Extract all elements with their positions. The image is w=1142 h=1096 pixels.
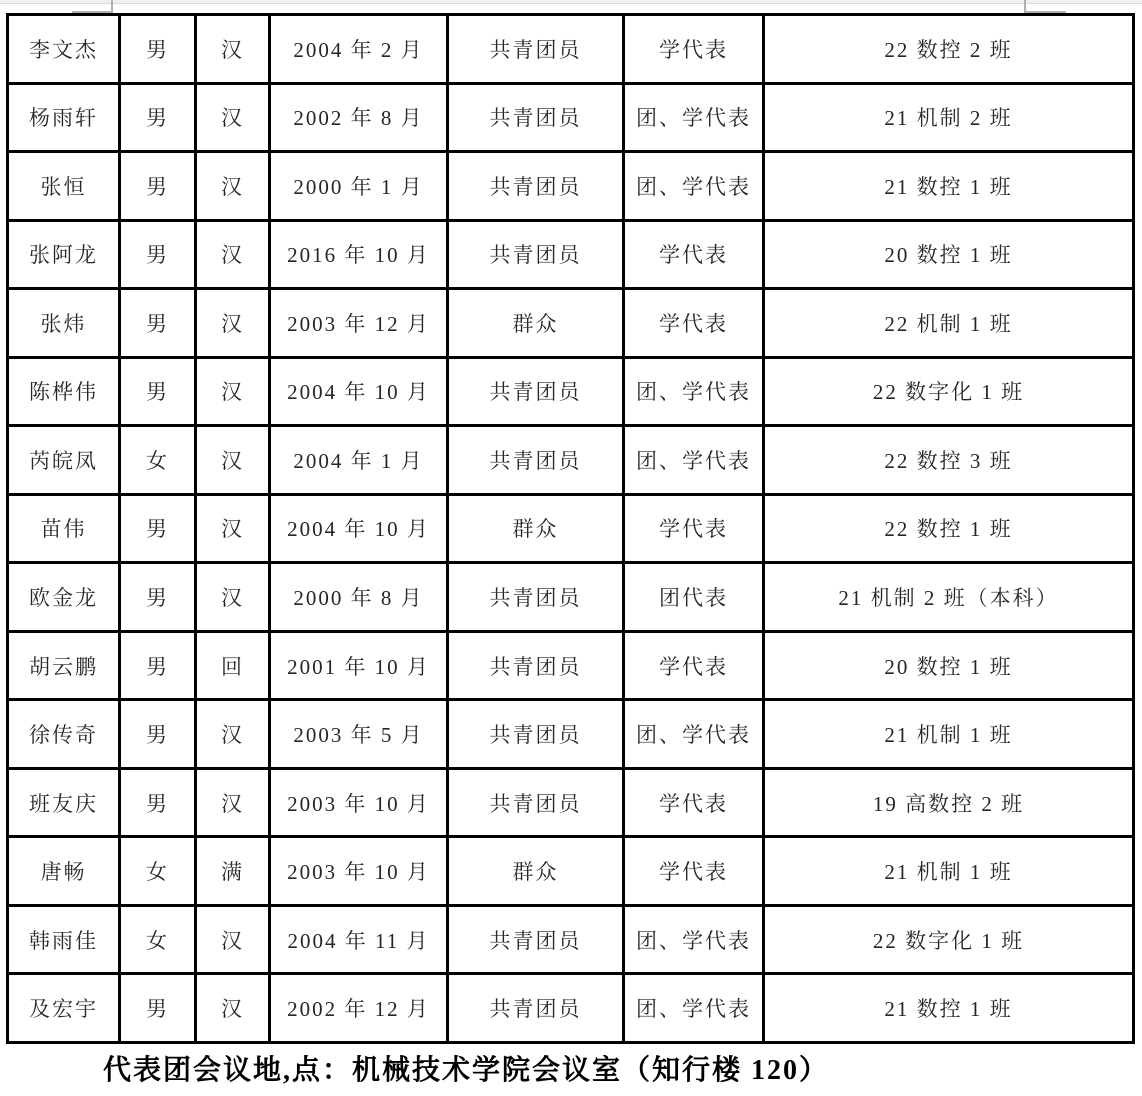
cell-delegate-type: 团、学代表 (624, 357, 764, 426)
cell-class: 20 数控 1 班 (764, 220, 1134, 289)
meeting-location-note: 代表团会议地,点：机械技术学院会议室（知行楼 120） (103, 1055, 830, 1086)
cell-delegate-type: 学代表 (624, 15, 764, 84)
cell-gender: 男 (120, 494, 196, 563)
cell-birth-date: 2004 年 10 月 (270, 357, 448, 426)
cell-birth-date: 2003 年 10 月 (270, 837, 448, 906)
cell-political-status: 共青团员 (448, 974, 624, 1043)
cell-delegate-type: 团、学代表 (624, 426, 764, 495)
cell-gender: 男 (120, 152, 196, 221)
page-top-edge (0, 0, 1142, 4)
cell-political-status: 共青团员 (448, 83, 624, 152)
cell-birth-date: 2004 年 2 月 (270, 15, 448, 84)
cell-ethnicity: 回 (196, 631, 270, 700)
cell-birth-date: 2003 年 12 月 (270, 289, 448, 358)
cell-name: 徐传奇 (8, 700, 120, 769)
cell-class: 21 机制 1 班 (764, 700, 1134, 769)
table-row (8, 905, 1134, 974)
cell-delegate-type: 学代表 (624, 220, 764, 289)
cell-ethnicity: 汉 (196, 700, 270, 769)
cell-gender: 女 (120, 426, 196, 495)
cell-birth-date: 2002 年 12 月 (270, 974, 448, 1043)
cell-name: 陈桦伟 (8, 357, 120, 426)
cell-class: 22 数字化 1 班 (764, 357, 1134, 426)
cell-name: 胡云鹏 (8, 631, 120, 700)
cell-ethnicity: 汉 (196, 152, 270, 221)
table-row (8, 83, 1134, 152)
cell-class: 21 数控 1 班 (764, 974, 1134, 1043)
cell-birth-date: 2000 年 8 月 (270, 563, 448, 632)
cell-ethnicity: 汉 (196, 357, 270, 426)
table-row (8, 837, 1134, 906)
cell-name: 唐畅 (8, 837, 120, 906)
cell-gender: 男 (120, 357, 196, 426)
table-row (8, 974, 1134, 1043)
cell-ethnicity: 满 (196, 837, 270, 906)
delegate-roster-table (6, 13, 1135, 1044)
table-row (8, 768, 1134, 837)
cell-political-status: 共青团员 (448, 357, 624, 426)
cell-political-status: 共青团员 (448, 15, 624, 84)
cell-name: 芮皖凤 (8, 426, 120, 495)
table-row (8, 700, 1134, 769)
cell-political-status: 共青团员 (448, 563, 624, 632)
table-row (8, 426, 1134, 495)
cell-class: 22 数控 3 班 (764, 426, 1134, 495)
cell-political-status: 群众 (448, 289, 624, 358)
cell-delegate-type: 学代表 (624, 289, 764, 358)
cell-delegate-type: 团、学代表 (624, 905, 764, 974)
cell-delegate-type: 团、学代表 (624, 974, 764, 1043)
cell-birth-date: 2002 年 8 月 (270, 83, 448, 152)
cell-gender: 男 (120, 768, 196, 837)
cell-political-status: 共青团员 (448, 700, 624, 769)
cell-political-status: 共青团员 (448, 905, 624, 974)
table-row (8, 563, 1134, 632)
cell-gender: 女 (120, 905, 196, 974)
cell-political-status: 共青团员 (448, 152, 624, 221)
table-row (8, 357, 1134, 426)
cell-birth-date: 2001 年 10 月 (270, 631, 448, 700)
cell-ethnicity: 汉 (196, 220, 270, 289)
cell-gender: 男 (120, 631, 196, 700)
cell-class: 20 数控 1 班 (764, 631, 1134, 700)
cell-gender: 男 (120, 700, 196, 769)
table-row (8, 220, 1134, 289)
cell-name: 张恒 (8, 152, 120, 221)
cell-birth-date: 2004 年 10 月 (270, 494, 448, 563)
cell-ethnicity: 汉 (196, 974, 270, 1043)
cell-gender: 男 (120, 15, 196, 84)
table-row (8, 631, 1134, 700)
cell-delegate-type: 团、学代表 (624, 83, 764, 152)
cell-ethnicity: 汉 (196, 289, 270, 358)
cell-name: 及宏宇 (8, 974, 120, 1043)
cell-name: 韩雨佳 (8, 905, 120, 974)
cell-gender: 女 (120, 837, 196, 906)
cell-birth-date: 2004 年 1 月 (270, 426, 448, 495)
cell-class: 21 数控 1 班 (764, 152, 1134, 221)
cell-birth-date: 2003 年 5 月 (270, 700, 448, 769)
cell-name: 班友庆 (8, 768, 120, 837)
cell-delegate-type: 团、学代表 (624, 152, 764, 221)
cell-ethnicity: 汉 (196, 15, 270, 84)
cell-ethnicity: 汉 (196, 83, 270, 152)
cell-birth-date: 2004 年 11 月 (270, 905, 448, 974)
cell-political-status: 共青团员 (448, 220, 624, 289)
cell-class: 22 数控 2 班 (764, 15, 1134, 84)
cell-gender: 男 (120, 220, 196, 289)
cell-birth-date: 2000 年 1 月 (270, 152, 448, 221)
cell-class: 19 高数控 2 班 (764, 768, 1134, 837)
cell-class: 21 机制 2 班 (764, 83, 1134, 152)
cell-class: 22 机制 1 班 (764, 289, 1134, 358)
cell-class: 22 数控 1 班 (764, 494, 1134, 563)
table-row (8, 289, 1134, 358)
cell-class: 21 机制 1 班 (764, 837, 1134, 906)
table-row (8, 494, 1134, 563)
cell-delegate-type: 团代表 (624, 563, 764, 632)
table-row (8, 15, 1134, 84)
cell-birth-date: 2016 年 10 月 (270, 220, 448, 289)
cell-gender: 男 (120, 974, 196, 1043)
cell-name: 杨雨轩 (8, 83, 120, 152)
cell-ethnicity: 汉 (196, 768, 270, 837)
cell-delegate-type: 学代表 (624, 494, 764, 563)
cell-birth-date: 2003 年 10 月 (270, 768, 448, 837)
cell-ethnicity: 汉 (196, 563, 270, 632)
cell-political-status: 共青团员 (448, 768, 624, 837)
cell-political-status: 群众 (448, 494, 624, 563)
cell-ethnicity: 汉 (196, 494, 270, 563)
cell-gender: 男 (120, 83, 196, 152)
cell-name: 苗伟 (8, 494, 120, 563)
cell-delegate-type: 团、学代表 (624, 700, 764, 769)
cell-political-status: 共青团员 (448, 426, 624, 495)
delegate-table-body (8, 15, 1134, 1043)
cell-delegate-type: 学代表 (624, 837, 764, 906)
table-row (8, 152, 1134, 221)
cell-class: 21 机制 2 班（本科） (764, 563, 1134, 632)
cell-ethnicity: 汉 (196, 426, 270, 495)
cell-class: 22 数字化 1 班 (764, 905, 1134, 974)
cell-delegate-type: 学代表 (624, 768, 764, 837)
cell-delegate-type: 学代表 (624, 631, 764, 700)
cell-political-status: 群众 (448, 837, 624, 906)
cell-name: 张炜 (8, 289, 120, 358)
cell-name: 李文杰 (8, 15, 120, 84)
cell-gender: 男 (120, 289, 196, 358)
cell-ethnicity: 汉 (196, 905, 270, 974)
cell-name: 张阿龙 (8, 220, 120, 289)
cell-name: 欧金龙 (8, 563, 120, 632)
cell-political-status: 共青团员 (448, 631, 624, 700)
cell-gender: 男 (120, 563, 196, 632)
